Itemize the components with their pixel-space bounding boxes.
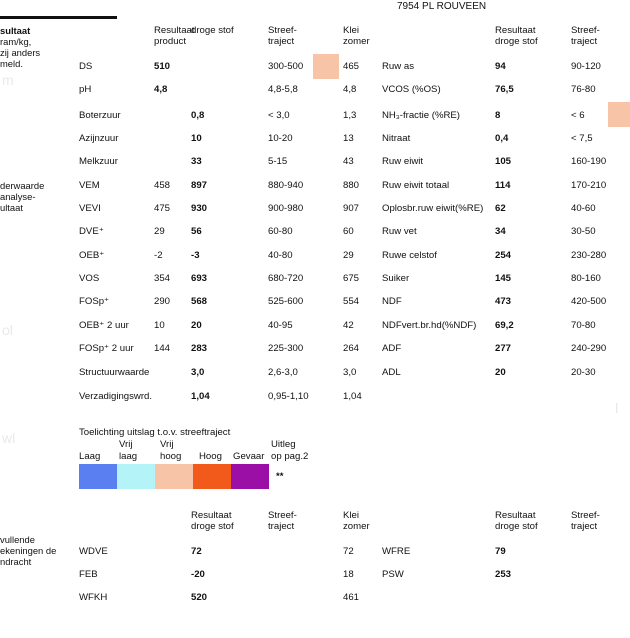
row-result: 8 — [495, 110, 501, 121]
legend-label-bottom: Hoog — [199, 451, 222, 462]
t1-header-streef: Streef- traject — [268, 25, 297, 47]
row-name: DVE⁺ — [79, 226, 104, 237]
row-name: WFKH — [79, 592, 108, 603]
row-streef: 60-80 — [268, 226, 293, 237]
row-streef: 225-300 — [268, 343, 304, 354]
t4-header-result: Resultaat droge stof — [495, 510, 538, 532]
row-product: 10 — [154, 320, 165, 331]
row-name: Ruw eiwit — [382, 156, 424, 167]
row-droge: 20 — [191, 320, 202, 331]
legend-title: Toelichting uitslag t.o.v. streeftraject — [79, 427, 231, 438]
row-name: Boterzuur — [79, 110, 121, 121]
row-result: 34 — [495, 226, 506, 237]
row-result: 253 — [495, 569, 512, 580]
row-klei: 675 — [343, 273, 360, 284]
row-name: VCOS (%OS) — [382, 84, 441, 95]
row-product: -2 — [154, 250, 163, 261]
row-result: 145 — [495, 273, 512, 284]
row-klei: 60 — [343, 226, 354, 237]
row-result: 76,5 — [495, 84, 514, 95]
t3-header-result: Resultaat droge stof — [191, 510, 234, 532]
row-droge: 283 — [191, 343, 208, 354]
row-droge: 693 — [191, 273, 208, 284]
row-droge: 930 — [191, 203, 208, 214]
row-streef: 170-210 — [571, 180, 607, 191]
row-name: ADL — [382, 367, 401, 378]
row-product: 144 — [154, 343, 171, 354]
row-klei: 264 — [343, 343, 360, 354]
row-result: 254 — [495, 250, 512, 261]
t1-header-klei: Klei zomer — [343, 25, 370, 47]
row-streef: 880-940 — [268, 180, 304, 191]
row-streef: 4,8-5,8 — [268, 84, 298, 95]
row-name: DS — [79, 61, 93, 72]
analysis-label: derwaarde analyse- ultaat — [0, 180, 45, 213]
row-streef: 90-120 — [571, 61, 601, 72]
row-name: Structuurwaarde — [79, 367, 150, 378]
row-result: 79 — [495, 546, 506, 557]
watermark-fragment: l — [615, 400, 619, 416]
row-product: 475 — [154, 203, 171, 214]
units-label: sultaat ram/kg, zij anders meld. — [0, 25, 41, 69]
row-name: Verzadigingswrd. — [79, 391, 153, 402]
row-droge: 1,04 — [191, 391, 210, 402]
row-result: 473 — [495, 296, 512, 307]
row-streef: 2,6-3,0 — [268, 367, 298, 378]
row-name: Melkzuur — [79, 156, 118, 167]
legend-label-top: Vrij — [160, 439, 174, 450]
row-name: Suiker — [382, 273, 410, 284]
row-streef: 160-190 — [571, 156, 607, 167]
legend-vrij-hoog-swatch — [155, 464, 193, 489]
row-streef: 40-95 — [268, 320, 293, 331]
row-product: 290 — [154, 296, 171, 307]
row-klei: 3,0 — [343, 367, 357, 378]
row-name: Oplosbr.ruw eiwit(%RE) — [382, 203, 484, 214]
row-droge: 568 — [191, 296, 208, 307]
row-name: Ruw as — [382, 61, 414, 72]
row-droge: 10 — [191, 133, 202, 144]
row-result: 114 — [495, 180, 511, 191]
row-name: Nitraat — [382, 133, 411, 144]
row-klei: 42 — [343, 320, 354, 331]
row-result: 0,4 — [495, 133, 509, 144]
row-streef: 300-500 — [268, 61, 304, 72]
extra-calc-label: vullende ekeningen de ndracht — [0, 534, 57, 567]
t1-header-product: Resultaat product — [154, 25, 195, 47]
row-product: 29 — [154, 226, 165, 237]
row-streef: 70-80 — [571, 320, 596, 331]
address-line: 7954 PL ROUVEEN — [397, 1, 487, 12]
row-name: OEB⁺ — [79, 250, 105, 261]
row-klei: 461 — [343, 592, 360, 603]
row-droge: 33 — [191, 156, 202, 167]
row-flag-swatch — [608, 102, 630, 127]
t3-header-streef: Streef- traject — [268, 510, 297, 532]
row-product: 354 — [154, 273, 171, 284]
row-result: 94 — [495, 61, 506, 72]
row-streef: 230-280 — [571, 250, 607, 261]
row-klei: 13 — [343, 133, 354, 144]
row-klei: 907 — [343, 203, 360, 214]
row-flag-swatch — [313, 54, 339, 79]
row-streef: 5-15 — [268, 156, 288, 167]
row-name: VEM — [79, 180, 100, 191]
row-name: FEB — [79, 569, 98, 580]
row-klei: 465 — [343, 61, 360, 72]
row-name: VOS — [79, 273, 100, 284]
row-klei: 29 — [343, 250, 354, 261]
row-streef: 525-600 — [268, 296, 304, 307]
row-streef: 680-720 — [268, 273, 304, 284]
row-klei: 1,04 — [343, 391, 362, 402]
row-streef: 0,95-1,10 — [268, 391, 309, 402]
row-klei: 554 — [343, 296, 360, 307]
legend-label-top: Uitleg — [271, 439, 296, 450]
row-name: OEB⁺ 2 uur — [79, 320, 129, 331]
row-name: pH — [79, 84, 92, 95]
legend-label-bottom: hoog — [160, 451, 182, 462]
row-name: Azijnzuur — [79, 133, 119, 144]
legend-vrij-laag-swatch — [117, 464, 155, 489]
t4-header-streef: Streef- traject — [571, 510, 600, 532]
row-name: FOSp⁺ 2 uur — [79, 343, 134, 354]
legend-gevaar-swatch — [231, 464, 269, 489]
row-streef: < 3,0 — [268, 110, 290, 121]
row-droge: 3,0 — [191, 367, 205, 378]
row-name: ADF — [382, 343, 402, 354]
row-name: Ruw eiwit totaal — [382, 180, 450, 191]
watermark-fragment: m — [2, 72, 14, 88]
row-result: 69,2 — [495, 320, 514, 331]
row-streef: 420-500 — [571, 296, 607, 307]
row-name: NDF — [382, 296, 402, 307]
row-streef: 40-60 — [571, 203, 596, 214]
row-result: 72 — [191, 546, 202, 557]
legend-label-bottom: op pag.2 — [271, 451, 309, 462]
row-name: FOSp⁺ — [79, 296, 110, 307]
row-klei: 4,8 — [343, 84, 357, 95]
row-streef: 80-160 — [571, 273, 601, 284]
t2-header-result: Resultaat droge stof — [495, 25, 538, 47]
row-droge: 0,8 — [191, 110, 205, 121]
legend-label-bottom: laag — [119, 451, 138, 462]
row-streef: 76-80 — [571, 84, 596, 95]
row-name: NDFvert.br.hd(%NDF) — [382, 320, 477, 331]
row-klei: 1,3 — [343, 110, 357, 121]
row-streef: 10-20 — [268, 133, 293, 144]
legend-stars: ** — [276, 471, 284, 482]
row-name: PSW — [382, 569, 404, 580]
legend-hoog-swatch — [193, 464, 231, 489]
legend-label-bottom: Laag — [79, 451, 101, 462]
row-droge: 56 — [191, 226, 202, 237]
legend-laag-swatch — [79, 464, 117, 489]
row-streef: < 7,5 — [571, 133, 593, 144]
row-name: WDVE — [79, 546, 108, 557]
row-streef: < 6 — [571, 110, 585, 121]
t3-header-klei: Klei zomer — [343, 510, 370, 532]
row-name: Ruwe celstof — [382, 250, 437, 261]
row-streef: 30-50 — [571, 226, 596, 237]
row-klei: 880 — [343, 180, 360, 191]
row-result: 277 — [495, 343, 512, 354]
row-name: WFRE — [382, 546, 411, 557]
row-streef: 900-980 — [268, 203, 304, 214]
t2-header-streef: Streef- traject — [571, 25, 600, 47]
row-name: NH₃-fractie (%RE) — [382, 110, 460, 121]
row-product: 4,8 — [154, 84, 168, 95]
row-result: 20 — [495, 367, 506, 378]
row-name: Ruw vet — [382, 226, 417, 237]
row-droge: 897 — [191, 180, 208, 191]
row-klei: 72 — [343, 546, 354, 557]
row-streef: 40-80 — [268, 250, 293, 261]
legend-label-top: Vrij — [119, 439, 133, 450]
watermark-fragment: ol — [2, 322, 13, 338]
row-result: 520 — [191, 592, 208, 603]
row-product: 458 — [154, 180, 171, 191]
t1-header-droge: droge stof — [191, 25, 234, 36]
row-result: -20 — [191, 569, 205, 580]
row-result: 105 — [495, 156, 512, 167]
row-droge: -3 — [191, 250, 200, 261]
row-result: 62 — [495, 203, 506, 214]
row-name: VEVI — [79, 203, 101, 214]
row-streef: 20-30 — [571, 367, 596, 378]
legend-label-bottom: Gevaar — [233, 451, 265, 462]
top-rule — [0, 16, 117, 19]
row-product: 510 — [154, 61, 171, 72]
watermark-fragment: wl — [2, 430, 16, 446]
row-streef: 240-290 — [571, 343, 607, 354]
row-klei: 18 — [343, 569, 354, 580]
row-klei: 43 — [343, 156, 354, 167]
